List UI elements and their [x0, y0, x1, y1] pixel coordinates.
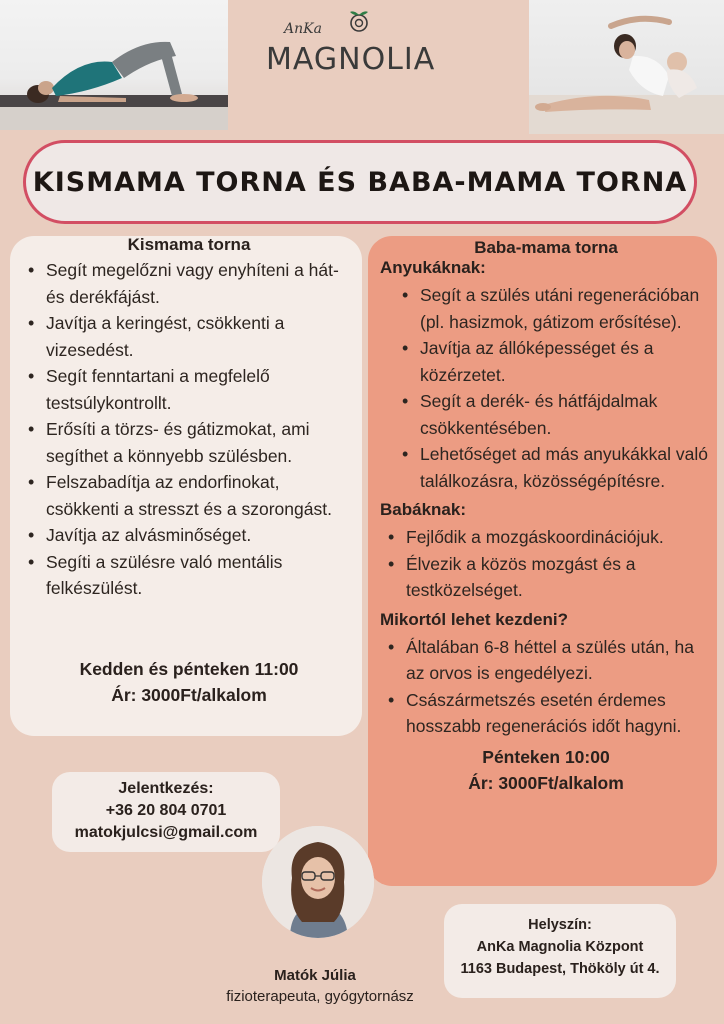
list-item: • Javítja a keringést, csökkenti a vizesedést. — [24, 310, 354, 363]
location-venue: AnKa Magnolia Központ — [476, 939, 644, 955]
location-box — [444, 904, 676, 998]
person-name: Matók Júlia — [274, 967, 356, 984]
list-item: • Lehetőséget ad más anyukákkal való találkozásra, közösségépítésre. — [398, 441, 712, 494]
contact-label: Jelentkezés: — [118, 780, 214, 797]
kismama-panel — [10, 236, 362, 736]
list-item: • Segít a szülés utáni regenerációban (pl. hasizmok, gátizom erősítése). — [398, 282, 712, 335]
babamama-schedule: Pénteken 10:00 — [482, 746, 610, 767]
kismama-schedule-block — [24, 656, 354, 708]
list-item: • Erősíti a törzs- és gátizmokat, ami segíthet a könnyebb szülésben. — [24, 416, 354, 469]
list-item: • Javítja az alvásminőséget. — [24, 522, 354, 549]
list-item: • Felszabadítja az endorfinokat, csökkenti a stresszt és a szorongást. — [24, 469, 354, 522]
list-item: • Segíti a szülésre való mentális felkészülést. — [24, 549, 354, 602]
brand-script: AnKa — [284, 21, 322, 37]
person-role: fizioterapeuta, gyógytornász — [226, 988, 414, 1005]
avatar — [262, 826, 374, 938]
start-heading: Mikortól lehet kezdeni? — [380, 609, 568, 629]
mom-baby-exercise-photo — [529, 0, 724, 134]
kismama-heading: Kismama torna — [127, 235, 251, 254]
list-item: • Élvezik a közös mozgást és a testközelséget. — [384, 551, 712, 604]
brand-name: MAGNOLIA — [266, 42, 436, 77]
title-banner — [23, 140, 697, 224]
babamama-price: Ár: 3000Ft/alkalom — [468, 772, 624, 793]
contact-box — [52, 772, 280, 852]
brand-logo — [250, 8, 480, 78]
babamama-heading: Baba-mama torna — [474, 238, 618, 257]
babies-benefits-list — [380, 524, 712, 604]
pregnancy-exercise-photo — [0, 0, 228, 130]
babamama-panel — [368, 236, 717, 886]
kismama-price: Ár: 3000Ft/alkalom — [111, 685, 267, 705]
babies-heading: Babáknak: — [380, 500, 466, 519]
location-address: 1163 Budapest, Thököly út 4. — [460, 961, 660, 977]
kismama-schedule: Kedden és pénteken 11:00 — [79, 659, 299, 679]
list-item: • Általában 6-8 héttel a szülés után, ha az orvos is engedélyezi. — [384, 634, 712, 687]
page-title: KISMAMA TORNA ÉS BABA-MAMA TORNA — [32, 166, 688, 198]
list-item: • Segít a derék- és hátfájdalmak csökkentésében. — [398, 388, 712, 441]
list-item: • Fejlődik a mozgáskoordinációjuk. — [384, 524, 712, 551]
kismama-benefits-list — [24, 257, 354, 602]
magnolia-flower-icon — [346, 8, 372, 34]
contact-phone[interactable]: +36 20 804 0701 — [105, 802, 227, 819]
start-info-list — [380, 634, 712, 740]
moms-benefits-list — [380, 282, 712, 494]
moms-heading: Anyukáknak: — [380, 258, 486, 277]
list-item: • Javítja az állóképességet és a közérzetet. — [398, 335, 712, 388]
list-item: • Segít megelőzni vagy enyhíteni a hát- és derékfájást. — [24, 257, 354, 310]
contact-email[interactable]: matokjulcsi@gmail.com — [74, 824, 258, 841]
list-item: • Segít fenntartani a megfelelő testsúlykontrollt. — [24, 363, 354, 416]
list-item: • Császármetszés esetén érdemes hosszabb regenerációs időt hagyni. — [384, 687, 712, 740]
babamama-schedule-block — [380, 744, 712, 796]
location-label: Helyszín: — [528, 917, 592, 933]
